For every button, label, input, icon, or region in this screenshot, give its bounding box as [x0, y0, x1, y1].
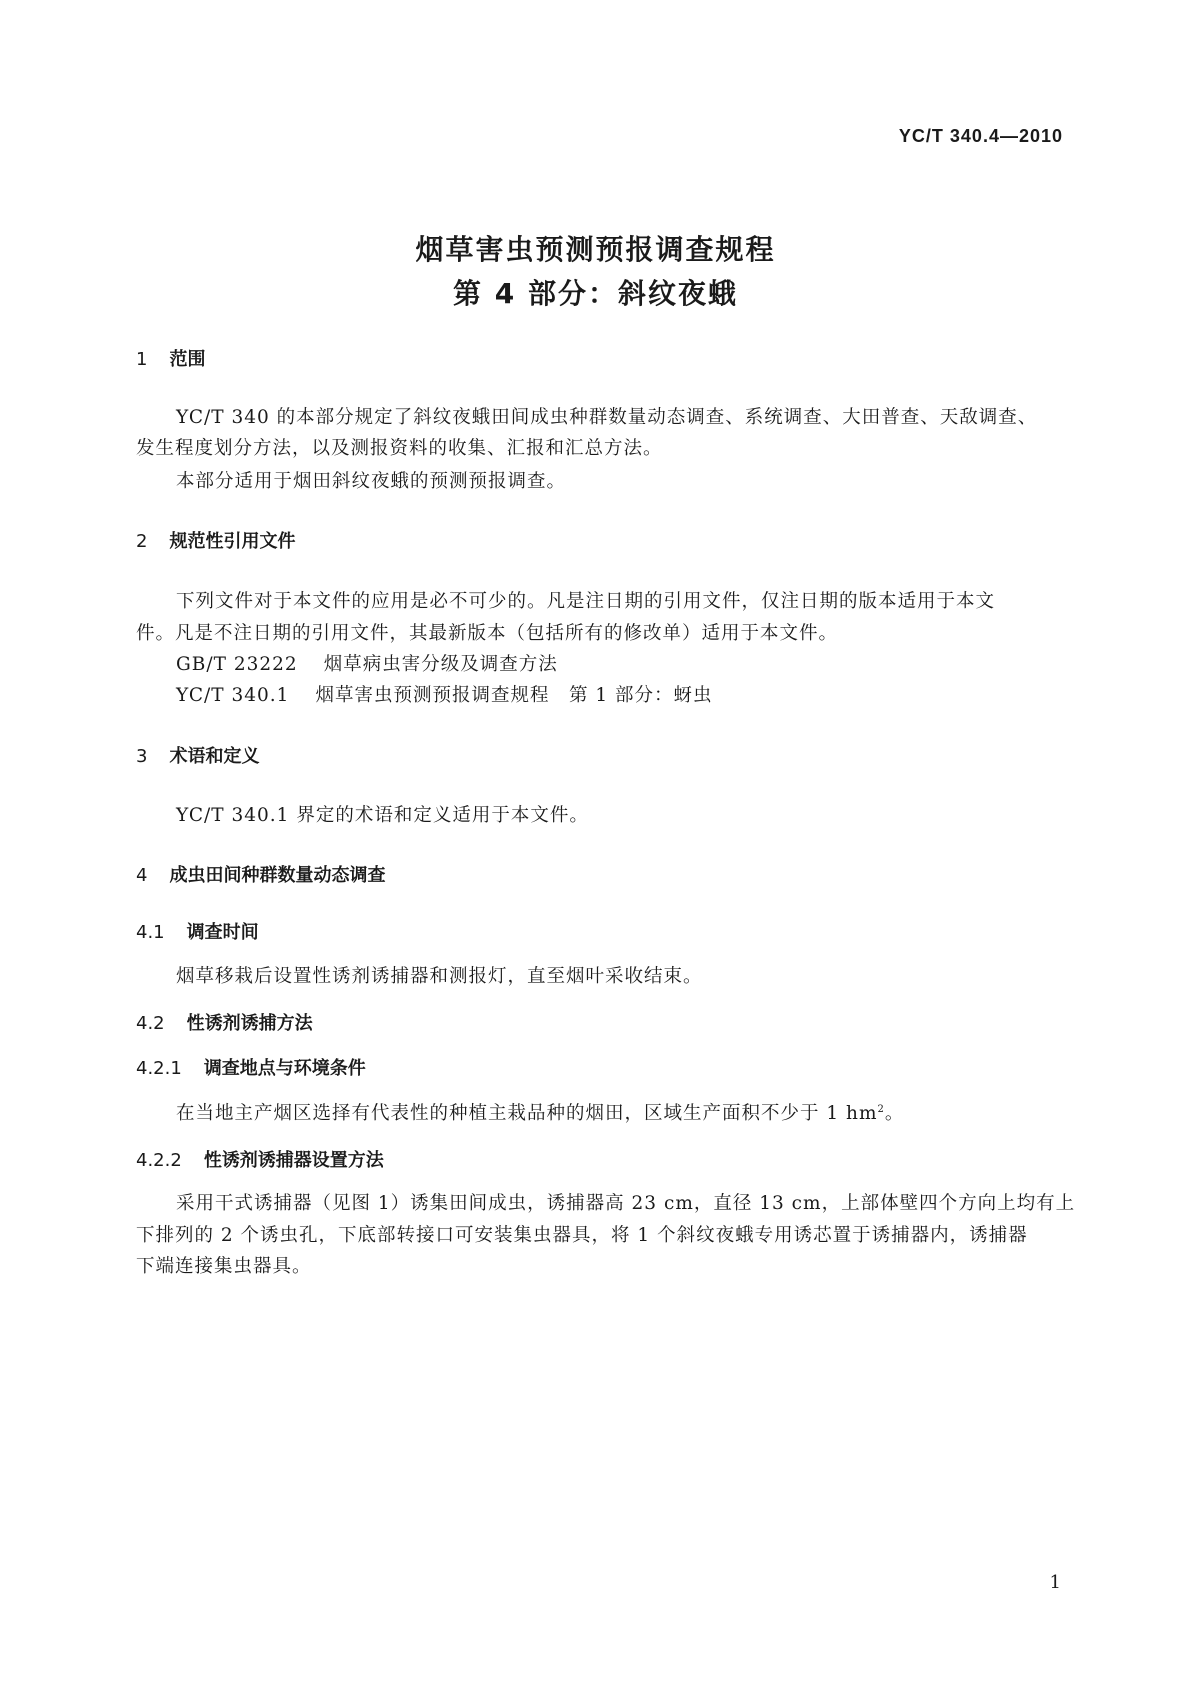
section-number: 4.2.2 — [136, 1150, 182, 1171]
section-title: 成虫田间种群数量动态调查 — [169, 865, 386, 886]
section-number: 4 — [136, 865, 148, 886]
paragraph-line: 下列文件对于本文件的应用是必不可少的。凡是注日期的引用文件，仅注日期的版本适用于本文 — [176, 591, 996, 612]
paragraph-text: 。 — [884, 1103, 905, 1124]
reference-code: GB/T 23222 — [176, 654, 298, 675]
subsection-heading-4-2-1 — [136, 1054, 366, 1080]
paragraph-line: 下排列的 2 个诱虫孔，下底部转接口可安装集虫器具，将 1 个斜纹夜蛾专用诱芯置于诱捕器内，诱捕器 — [136, 1225, 1028, 1246]
section-heading-3 — [136, 742, 259, 768]
section-title: 调查时间 — [186, 922, 259, 943]
section-title: 性诱剂诱捕方法 — [186, 1013, 313, 1034]
section-number: 4.1 — [136, 922, 165, 943]
section-heading-4 — [136, 861, 385, 887]
reference-item — [176, 650, 1104, 676]
section-title: 性诱剂诱捕器设置方法 — [203, 1150, 384, 1171]
reference-item — [176, 681, 1104, 707]
paragraph-line: 烟草移栽后设置性诱剂诱捕器和测报灯，直至烟叶采收结束。 — [176, 966, 703, 987]
paragraph-line: 发生程度划分方法，以及测报资料的收集、汇报和汇总方法。 — [136, 438, 663, 459]
section-number: 4.2 — [136, 1013, 165, 1034]
document-subtitle: 第 4 部分：斜纹夜蛾 — [453, 277, 738, 310]
page-number: 1 — [1049, 1572, 1061, 1593]
document-title: 烟草害虫预测预报调查规程 — [415, 233, 776, 266]
subsection-heading-4-2-2 — [136, 1146, 384, 1172]
paragraph-line: YC/T 340 的本部分规定了斜纹夜蛾田间成虫种群数量动态调查、系统调查、大田普查、天敌调查、 — [176, 407, 1038, 428]
paragraph-text: 在当地主产烟区选择有代表性的种植主栽品种的烟田，区域生产面积不少于 1 hm — [176, 1103, 878, 1124]
subsection-heading-4-2 — [136, 1009, 313, 1035]
section-number: 3 — [136, 746, 148, 767]
reference-code: YC/T 340.1 — [176, 685, 290, 706]
standard-code: YC/T 340.4—2010 — [898, 126, 1063, 146]
superscript: 2 — [877, 1103, 885, 1115]
paragraph-line — [176, 1099, 1104, 1125]
section-heading-2 — [136, 527, 295, 553]
reference-title: 烟草害虫预测预报调查规程 第 1 部分：蚜虫 — [315, 685, 713, 706]
paragraph-line: 下端连接集虫器具。 — [136, 1256, 312, 1277]
subsection-heading-4-1 — [136, 918, 259, 944]
section-title: 范围 — [169, 349, 206, 370]
section-title: 规范性引用文件 — [169, 531, 296, 552]
section-title: 调查地点与环境条件 — [203, 1058, 366, 1079]
section-heading-1 — [136, 345, 205, 371]
section-number: 4.2.1 — [136, 1058, 182, 1079]
paragraph-line: 件。凡是不注日期的引用文件，其最新版本（包括所有的修改单）适用于本文件。 — [136, 623, 839, 644]
section-number: 2 — [136, 531, 148, 552]
paragraph-line: YC/T 340.1 界定的术语和定义适用于本文件。 — [176, 805, 589, 826]
section-title: 术语和定义 — [169, 746, 260, 767]
reference-title: 烟草病虫害分级及调查方法 — [323, 654, 558, 675]
paragraph-line: 采用干式诱捕器（见图 1）诱集田间成虫，诱捕器高 23 cm，直径 13 cm，上部体壁四个方向上均有上 — [176, 1193, 1076, 1214]
section-number: 1 — [136, 349, 148, 370]
paragraph-line: 本部分适用于烟田斜纹夜蛾的预测预报调查。 — [176, 471, 567, 492]
